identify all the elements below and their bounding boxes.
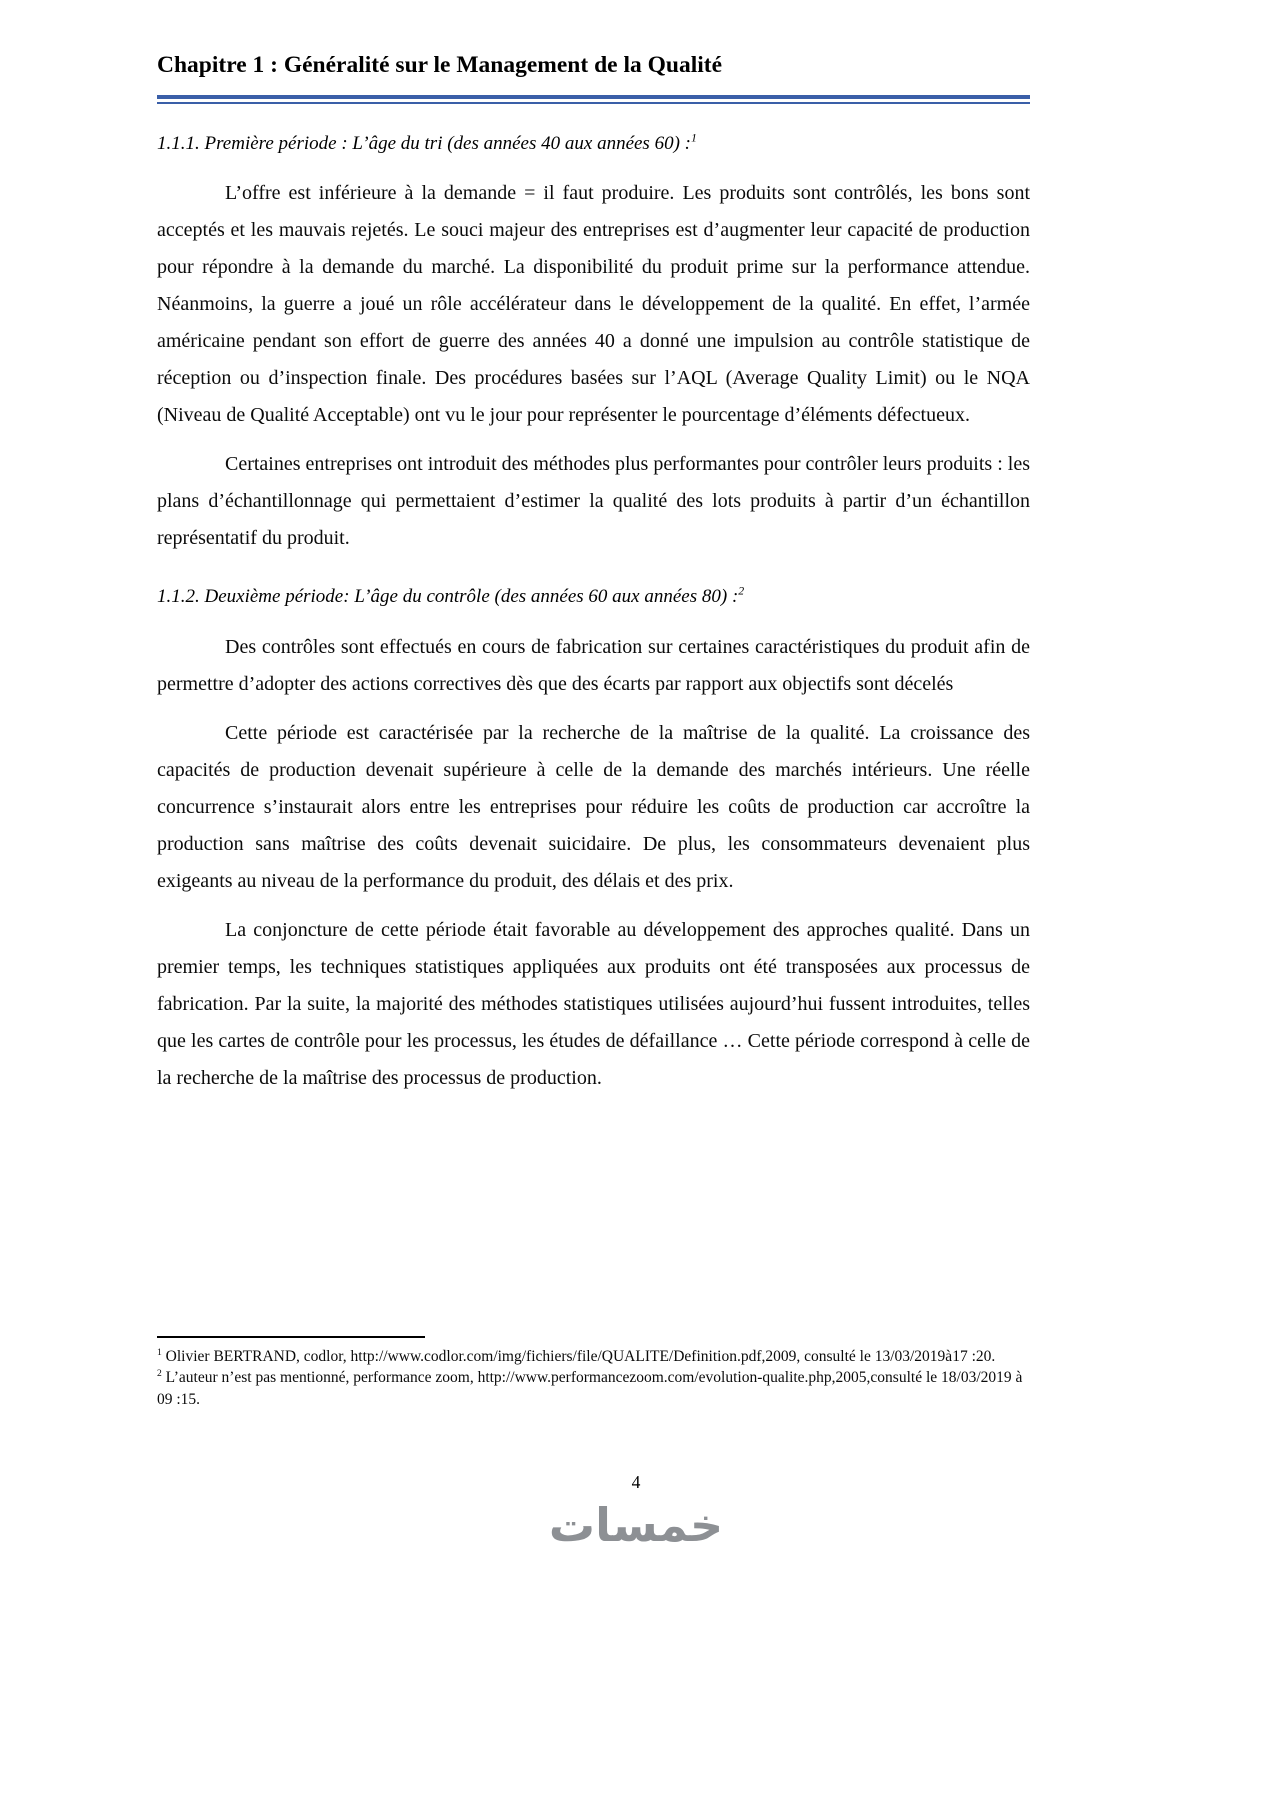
footnote-divider — [157, 1336, 425, 1338]
paragraph: La conjoncture de cette période était favorable au développement des approches qualité. Dans un premier temps, les techniques statistiques appliquées aux produits ont été transposées aux processus de fabrication. Par la suite, la majorité des méthodes statistiques utilisées aujourd’hui fussent introduites, telles que les cartes de contrôle pour les processus, les études de défaillance … Cette période correspond à celle de la recherche de la maîtrise des processus de production. — [157, 918, 1030, 1089]
page-content — [157, 50, 1030, 1109]
section-heading — [157, 584, 1030, 611]
footnotes-section — [157, 1336, 1030, 1410]
footnote-marker: 1 — [157, 1346, 162, 1358]
section-first-period — [157, 131, 1030, 558]
footnote — [157, 1367, 1030, 1410]
footnote — [157, 1346, 1030, 1367]
section-second-period — [157, 584, 1030, 1097]
footnote-text: Olivier BERTRAND, codlor, http://www.codlor.com/img/fichiers/file/QUALITE/Definition.pdf,2009, consulté le 13/03/2019à17 :20. — [161, 1348, 996, 1365]
page-number: 4 — [631, 1472, 641, 1492]
paragraph: Certaines entreprises ont introduit des méthodes plus performantes pour contrôler leurs produits : les plans d’échantillonnage qui permettaient d’estimer la qualité des lots produits à partir d’un échantillon représentatif du produit. — [157, 453, 1030, 550]
title-divider — [157, 95, 1030, 104]
footnote-text: L’auteur n’est pas mentionné, performance zoom, http://www.performancezoom.com/evolution-qualite.php,2005,consulté le 18/03/2019 à 09 :15. — [157, 1369, 1023, 1408]
paragraph: Cette période est caractérisée par la recherche de la maîtrise de la qualité. La croissance des capacités de production devenait supérieure à celle de la demande des marchés intérieurs. Une réelle concurrence s’instaurait alors entre les entreprises pour réduire les coûts de production car accroître la production sans maîtrise des coûts devenait suicidaire. De plus, les consommateurs devenaient plus exigeants au niveau de la performance du produit, des délais et des prix. — [157, 721, 1030, 892]
section-heading-text: 1.1.1. Première période : L’âge du tri (des années 40 aux années 60) : — [157, 132, 691, 154]
paragraph: L’offre est inférieure à la demande = il faut produire. Les produits sont contrôlés, les bons sont acceptés et les mauvais rejetés. Le souci majeur des entreprises est d’augmenter leur capacité de production pour répondre à la demande du marché. La disponibilité du produit prime sur la performance attendue. Néanmoins, la guerre a joué un rôle accélérateur dans le développement de la qualité. En effet, l’armée américaine pendant son effort de guerre des années 40 a donné une impulsion au contrôle statistique de réception ou d’inspection finale. Des procédures basées sur l’AQL (Average Quality Limit) ou le NQA (Niveau de Qualité Acceptable) ont vu le jour pour représenter le pourcentage d’éléments défectueux. — [157, 182, 1030, 427]
chapter-title: Chapitre 1 : Généralité sur le Management de la Qualité — [157, 52, 723, 78]
footnote-reference: 1 — [691, 131, 697, 145]
section-heading — [157, 131, 1030, 158]
footnote-marker: 2 — [157, 1368, 162, 1380]
section-heading-text: 1.1.2. Deuxième période: L’âge du contrôle (des années 60 aux années 80) : — [157, 586, 739, 608]
paragraph: Des contrôles sont effectués en cours de fabrication sur certaines caractéristiques du produit afin de permettre d’adopter des actions correctives dès que des écarts par rapport aux objectifs sont décelés — [157, 635, 1030, 695]
khamsat-watermark: خمسات — [548, 1498, 724, 1552]
footnote-reference: 2 — [738, 584, 745, 598]
